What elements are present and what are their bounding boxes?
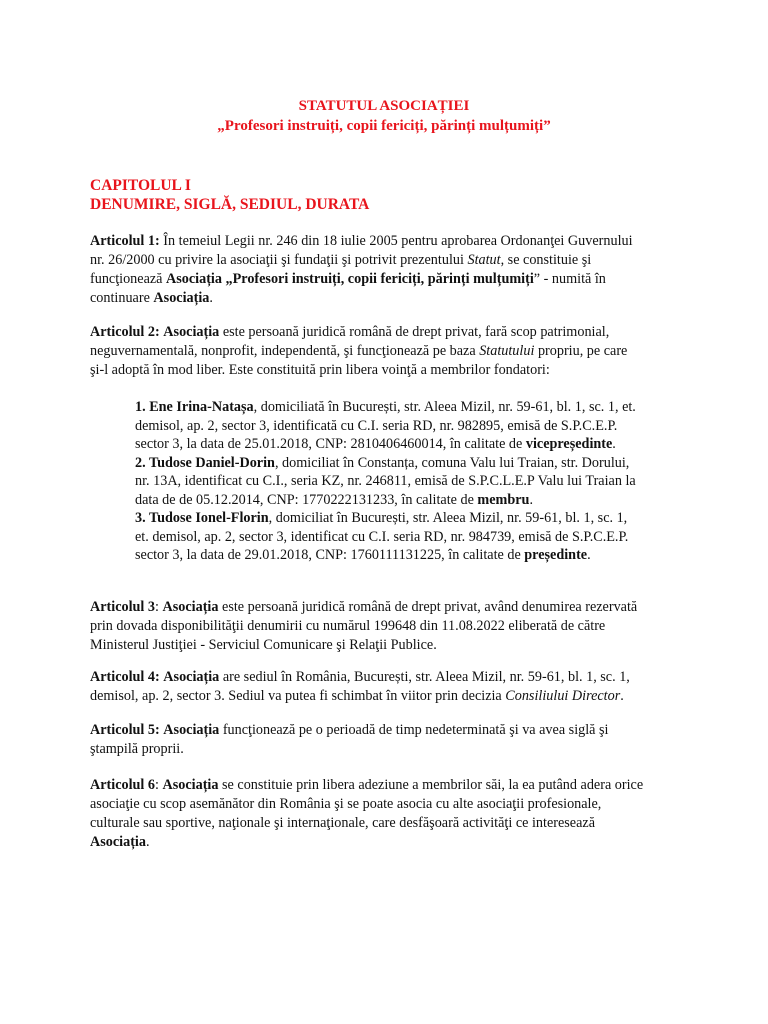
member-text-line-3: data de de 05.12.2014, CNP: 1770222131233, în calitate de bbox=[135, 491, 478, 508]
member-name: Tudose Daniel-Dorin bbox=[148, 454, 275, 471]
list-item bbox=[135, 454, 695, 510]
article-5-text-line-1: funcţionează pe o perioadă de timp nedeterminată şi va avea siglă şi bbox=[219, 722, 609, 738]
member-role: președinte bbox=[524, 547, 588, 563]
member-text-line-1: , domiciliat în Constanța, comuna Valu lui Traian, str. Dorului, bbox=[274, 454, 630, 471]
document-title bbox=[0, 96, 768, 136]
member-text-line-2: et. demisol, ap. 2, sector 3, identificat cu C.I. seria RD, nr. 984739, emisă de S.P.C.E.P. bbox=[135, 528, 629, 545]
asociatia-term: Asociația bbox=[163, 324, 220, 340]
asociatia-term: Asociația bbox=[153, 290, 210, 306]
member-number: 3. bbox=[135, 510, 149, 526]
article-1-text-line-2-end: , se constituie şi bbox=[500, 252, 592, 268]
article-3-text-line-3: Ministerul Justiţiei - Serviciul Comunicare şi Relaţii Publice. bbox=[90, 637, 437, 653]
member-period: . bbox=[587, 547, 591, 563]
article-4-text-line-2: demisol, ap. 2, sector 3. Sediul va putea fi schimbat în viitor prin decizia bbox=[90, 688, 506, 704]
article-2-text-line-1: este persoană juridică română de drept privat, fară scop patrimonial, bbox=[219, 324, 610, 340]
member-number: 1. bbox=[135, 399, 150, 415]
association-name: Asociația „Profesori instruiți, copii fericiți, părinți mulțumiți bbox=[166, 271, 534, 287]
article-2-text-line-3: şi-l adoptă în mod liber. Este constituită prin libera voinţă a membrilor fondatori: bbox=[90, 362, 550, 378]
title-line-2: „Profesori instruiți, copii fericiți, părinți mulțumiți” bbox=[217, 118, 551, 134]
article-1 bbox=[90, 232, 695, 308]
member-text-line-3: sector 3, la data de 29.01.2018, CNP: 1760111131225, în calitate de bbox=[135, 547, 525, 563]
member-period: . bbox=[529, 491, 533, 508]
founding-members-list bbox=[135, 398, 695, 565]
statutului-reference: Statutului bbox=[479, 343, 535, 359]
article-6-colon: : bbox=[155, 777, 163, 793]
article-3-label: Articolul 3 bbox=[90, 599, 156, 615]
article-1-text-line-3: funcţionează bbox=[90, 271, 167, 287]
member-role: membru bbox=[477, 491, 530, 508]
asociatia-term: Asociația bbox=[163, 669, 220, 685]
article-6-text-line-1: se constituie prin libera adeziune a membrilor săi, la ea putând adera orice bbox=[218, 777, 644, 793]
article-3-text-line-2: prin dovada disponibilităţii denumirii cu numărul 199648 din 11.08.2022 eliberată de către bbox=[90, 618, 606, 634]
article-6-period: . bbox=[145, 834, 150, 850]
list-item bbox=[135, 509, 695, 565]
article-5-text-line-2: ştampilă proprii. bbox=[90, 741, 184, 757]
member-name: Ene Irina-Natașa bbox=[149, 399, 254, 415]
member-number: 2. bbox=[135, 454, 149, 471]
article-5-label: Articolul 5: bbox=[90, 722, 160, 738]
article-5 bbox=[90, 721, 695, 759]
member-role: vicepreședinte bbox=[525, 436, 613, 452]
article-4-label: Articolul 4: bbox=[90, 669, 160, 685]
member-text-line-1: , domiciliat în București, str. Aleea Mizil, nr. 59-61, bl. 1, sc. 1, bbox=[268, 510, 628, 526]
asociatia-term: Asociația bbox=[162, 599, 219, 615]
article-3-colon: : bbox=[155, 599, 163, 615]
chapter-heading bbox=[90, 176, 369, 214]
member-text-line-3: sector 3, la data de 25.01.2018, CNP: 2810406460014, în calitate de bbox=[135, 436, 526, 452]
chapter-title: DENUMIRE, SIGLĂ, SEDIUL, DURATA bbox=[90, 196, 370, 213]
article-2 bbox=[90, 323, 695, 380]
consiliul-director-reference: Consiliului Director bbox=[505, 688, 621, 704]
member-period: . bbox=[612, 436, 616, 452]
title-line-1: STATUTUL ASOCIAȚIEI bbox=[298, 98, 470, 114]
list-item bbox=[135, 398, 695, 454]
article-2-text-line-2: neguvernamentală, nonprofit, independentă, şi funcţionează pe baza bbox=[90, 343, 480, 359]
article-1-period: . bbox=[209, 290, 213, 306]
article-2-text-line-2-end: propriu, pe care bbox=[534, 343, 628, 359]
article-1-label: Articolul 1: bbox=[90, 233, 160, 249]
article-1-text-line-2: nr. 26/2000 cu privire la asociaţii şi fundaţii şi potrivit prezentului bbox=[90, 252, 468, 268]
chapter-number: CAPITOLUL I bbox=[90, 177, 191, 194]
asociatia-term: Asociația bbox=[90, 834, 146, 850]
member-text-line-1: , domiciliată în București, str. Aleea Mizil, nr. 59-61, bl. 1, sc. 1, et. bbox=[253, 399, 636, 415]
asociatia-term: Asociația bbox=[163, 722, 220, 738]
article-4-text-line-1: are sediul în România, București, str. Aleea Mizil, nr. 59-61, bl. 1, sc. 1, bbox=[219, 669, 630, 685]
article-6-text-line-3: culturale sau sportive, naţionale şi internaţionale, care desfăşoară activităţi ce interesează bbox=[90, 815, 595, 831]
member-name: Tudose Ionel-Florin bbox=[148, 510, 269, 526]
article-6 bbox=[90, 776, 695, 852]
article-3 bbox=[90, 598, 695, 655]
article-1-text-line-3-end: ” - numită în bbox=[533, 271, 606, 287]
member-text-line-2: nr. 13A, identificat cu C.I., seria KZ, nr. 246811, emisă de S.P.C.L.E.P Valu lui Traian la bbox=[135, 473, 636, 489]
member-text-line-2: demisol, ap. 2, sector 3, identificată cu C.I. seria RD, nr. 982895, emisă de S.P.C.E.P. bbox=[135, 417, 618, 434]
article-4 bbox=[90, 668, 695, 706]
article-4-period: . bbox=[620, 688, 624, 704]
article-1-text-line-4: continuare bbox=[90, 290, 154, 306]
article-6-text-line-2: asociaţie cu scop asemănător din România şi se poate asocia cu alte asociaţii profesionale, bbox=[90, 796, 602, 812]
article-3-text-line-1: este persoană juridică română de drept privat, având denumirea rezervată bbox=[218, 599, 638, 615]
asociatia-term: Asociația bbox=[162, 777, 219, 793]
statut-reference: Statut bbox=[467, 252, 501, 268]
article-1-text-line-1: În temeiul Legii nr. 246 din 18 iulie 2005 pentru aprobarea Ordonanţei Guvernului bbox=[159, 233, 633, 249]
article-6-label: Articolul 6 bbox=[90, 777, 156, 793]
article-2-label: Articolul 2: bbox=[90, 324, 160, 340]
